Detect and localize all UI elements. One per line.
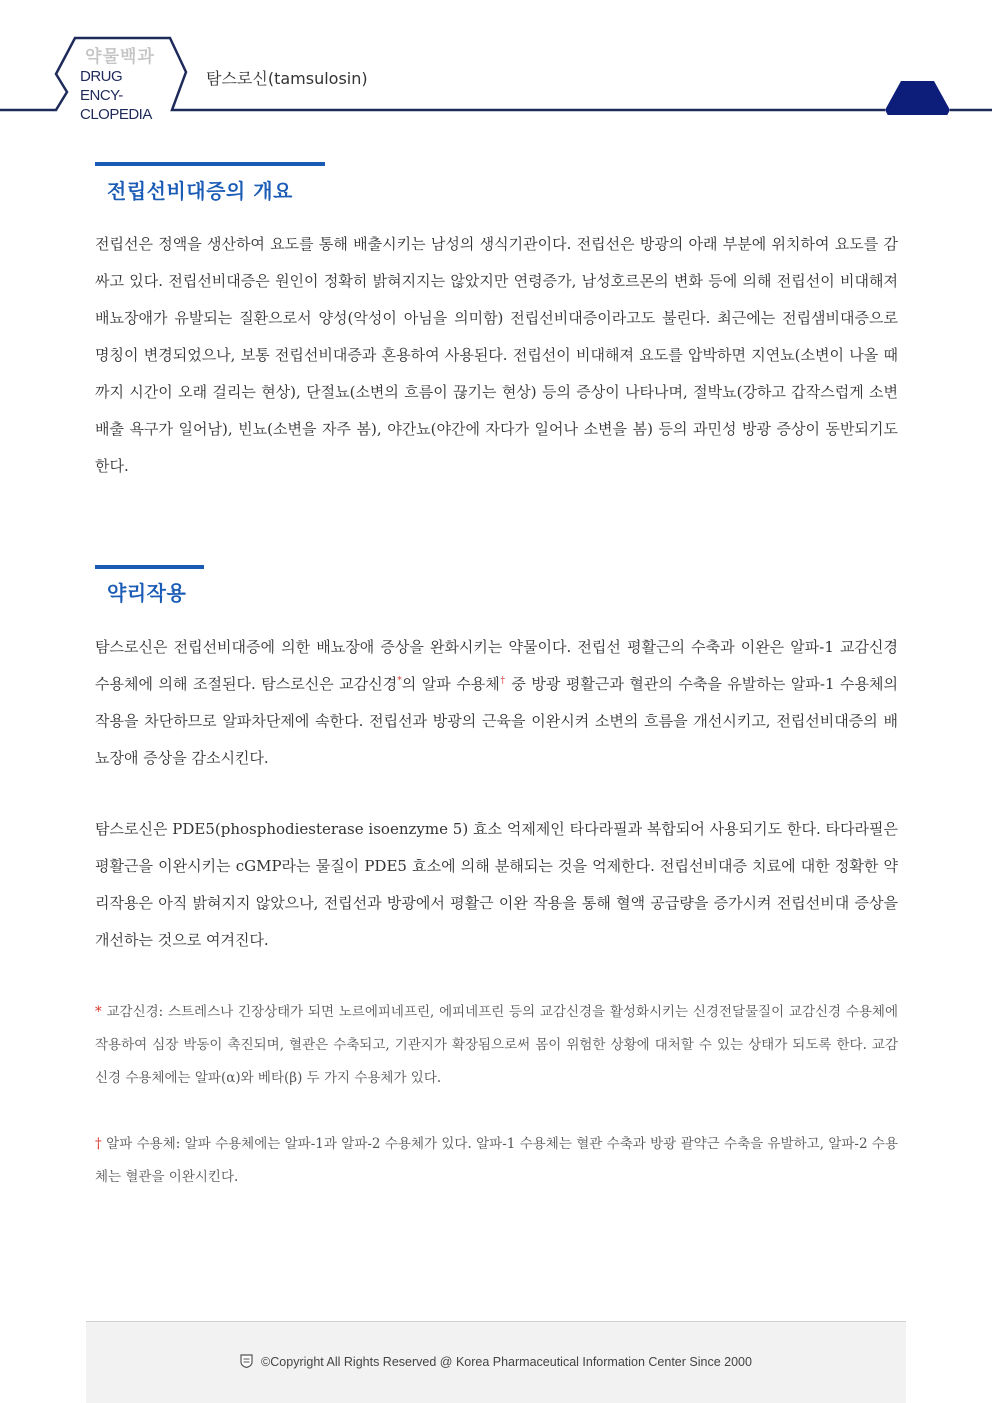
paragraph-text: 탐스로신은 전립선비대증에 의한 배뇨장애 증상을 완화시키는 약물이다. 전립선 평활근의 수축과 이완은 알파-1 교감신경 수용체에 의해 조절된다. 탐스로신은 교감신경 — [95, 638, 898, 693]
section-bar — [95, 565, 204, 569]
pharmacology-paragraph-1 — [95, 629, 898, 777]
section-title-pharmacology: 약리작용 — [107, 581, 187, 605]
footnote-text: 교감신경: 스트레스나 긴장상태가 되면 노르에피네프린, 에피네프린 등의 교감신경을 활성화시키는 신경전달물질이 교감신경 수용체에 작용하여 심장 박동이 촉진되며, 혈관은 수축되고, 기관지가 확장됨으로써 몸이 위험한 상황에 대처할 수 있는 상태가 되도록 한다. 교감신경 수용체에는 알파(α)와 베타(β) 두 가지 수용체가 있다. — [95, 1004, 898, 1086]
pharmacology-paragraph-2: 탐스로신은 PDE5(phosphodiesterase isoenzyme 5) 효소 억제제인 타다라필과 복합되어 사용되기도 한다. 타다라필은 평활근을 이완시키는 cGMP라는 물질이 PDE5 효소에 의해 분해되는 것을 억제한다. 전립선비대증 치료에 대한 정확한 약리작용은 아직 밝혀지지 않았으나, 전립선과 방광에서 평활근 이완 작용을 통해 혈액 공급량을 증가시켜 전립선비대 증상을 개선하는 것으로 여겨진다. — [95, 820, 898, 949]
footnote-mark: * — [95, 1004, 102, 1020]
footnote-text: 알파 수용체: 알파 수용체에는 알파-1과 알파-2 수용체가 있다. 알파-1 수용체는 혈관 수축과 방광 괄약근 수축을 유발하고, 알파-2 수용체는 혈관을 이완시킨다. — [95, 1136, 899, 1185]
logo-english — [80, 67, 164, 124]
page-header — [0, 0, 992, 123]
section-title-overview: 전립선비대증의 개요 — [107, 179, 293, 203]
paragraph-text: 의 알파 수용체 — [401, 675, 500, 693]
footer-line — [86, 1354, 906, 1369]
page-footer — [86, 1321, 906, 1403]
document-title: 탐스로신(tamsulosin) — [206, 69, 368, 88]
copyright-text: ©Copyright All Rights Reserved @ Korea Pharmaceutical Information Center Since 2000 — [261, 1355, 752, 1369]
shield-icon — [240, 1354, 253, 1368]
footnote-ref-dagger: † — [499, 676, 506, 686]
footnote-alpha-receptor — [95, 1128, 898, 1194]
logo-english-line1: DRUG ENCY- — [80, 68, 123, 104]
section-bar — [95, 162, 325, 166]
footnote-mark: † — [95, 1136, 102, 1152]
logo-korean: 약물백과 — [85, 47, 155, 67]
overview-paragraph: 전립선은 정액을 생산하여 요도를 통해 배출시키는 남성의 생식기관이다. 전립선은 방광의 아래 부분에 위치하여 요도를 감싸고 있다. 전립선비대증은 원인이 정확히 밝혀지지는 않았지만 연령증가, 남성호르몬의 변화 등에 의해 전립선이 비대해져 배뇨장애가 유발되는 질환으로서 양성(악성이 아님을 의미함) 전립선비대증이라고도 불린다. 최근에는 전립샘비대증으로 명칭이 변경되었으나, 보통 전립선비대증과 혼용하여 사용된다. 전립선이 비대해져 요도를 압박하면 지연뇨(소변이 나올 때까지 시간이 오래 걸리는 현상), 단절뇨(소변의 흐름이 끊기는 현상) 등의 증상이 나타나며, 절박뇨(강하고 갑작스럽게 소변 배출 욕구가 일어남), 빈뇨(소변을 자주 봄), 야간뇨(야간에 자다가 일어나 소변을 봄) 등의 과민성 방광 증상이 동반되기도 한다. — [95, 235, 898, 475]
footnote-sympathetic — [95, 996, 898, 1095]
paragraph-text: 중 방광 평활근과 혈관의 수축을 유발하는 알파-1 수용체의 작용을 차단하므로 알파차단제에 속한다. 전립선과 방광의 근육을 이완시켜 소변의 흐름을 개선시키고, 전립선비대증의 배뇨장애 증상을 감소시킨다. — [95, 675, 899, 767]
logo-english-line2: CLOPEDIA — [80, 106, 152, 123]
footnote-ref-asterisk: * — [397, 676, 402, 686]
hexagon-icon — [885, 81, 950, 115]
